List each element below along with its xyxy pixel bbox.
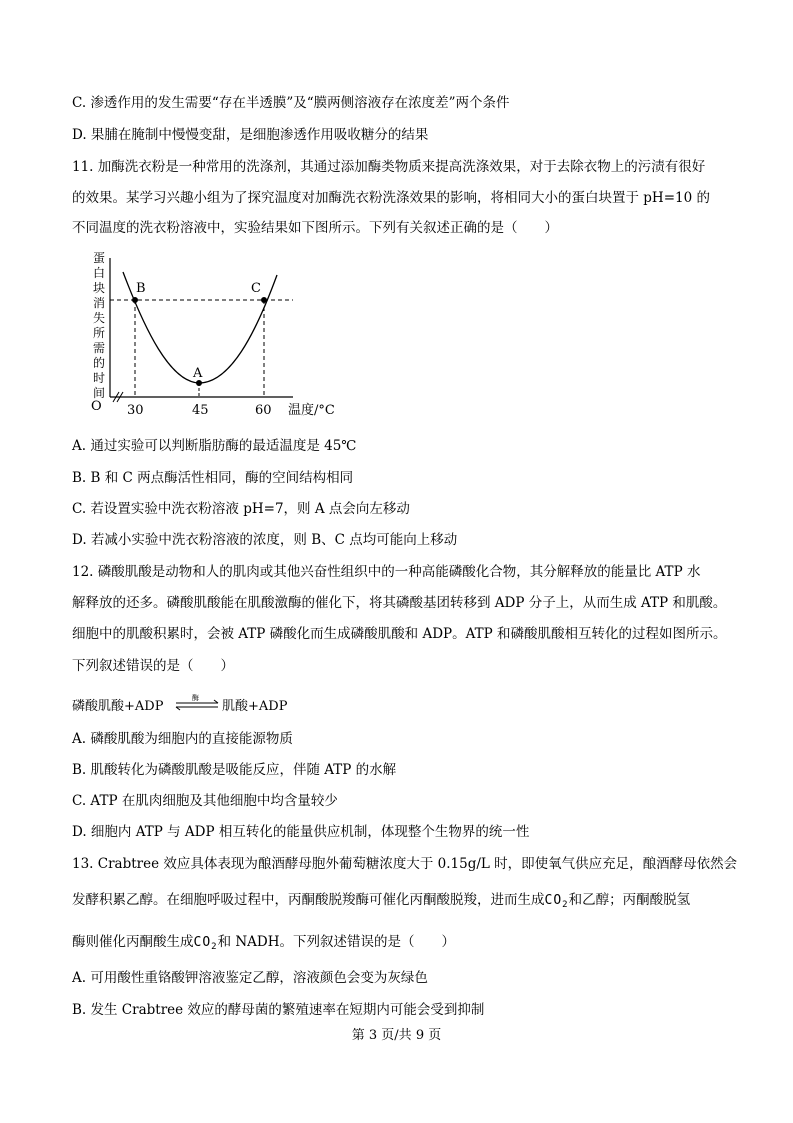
y-axis-label-char: 所 — [93, 326, 106, 340]
x-axis-label: 温度/°C — [288, 403, 335, 418]
option-13-b: B. 发生 Crabtree 效应的酵母菌的繁殖速率在短期内可能会受到抑制 — [72, 1002, 485, 1018]
temperature-graph — [85, 250, 355, 420]
point-label-c: C — [251, 281, 261, 296]
co2-formula: $CO_2$ — [544, 893, 569, 910]
option-11-a: A. 通过实验可以判断脂肪酶的最适温度是 45℃ — [72, 438, 357, 454]
question-11-stem: 不同温度的洗衣粉溶液中，实验结果如下图所示。下列有关叙述正确的是（ ） — [72, 220, 558, 236]
page-footer: 第 3 页/共 9 页 — [351, 1028, 442, 1043]
y-axis-label-char: 白 — [93, 266, 106, 280]
option-11-c: C. 若设置实验中洗衣粉溶液 pH=7，则 A 点会向左移动 — [72, 501, 410, 517]
y-axis-label-char: 需 — [93, 341, 106, 355]
q13-text: 发酵积累乙醇。在细胞呼吸过程中，丙酮酸脱羧酶可催化丙酮酸脱羧，进而生成 — [72, 892, 545, 908]
question-13-stem: 13. Crabtree 效应具体表现为酿酒酵母胞外葡萄糖浓度大于 0.15g/L 时，即使氧气供应充足，酿酒酵母依然会 — [72, 856, 738, 872]
option-12-a: A. 磷酸肌酸为细胞内的直接能源物质 — [72, 731, 293, 747]
option-13-a: A. 可用酸性重铬酸钾溶液鉴定乙醇，溶液颜色会变为灰绿色 — [72, 970, 428, 986]
co2-formula: $CO_2$ — [193, 935, 218, 952]
question-13-stem — [72, 890, 690, 915]
point-b — [132, 297, 138, 303]
reaction-left: 磷酸肌酸+ADP — [72, 699, 164, 714]
x-tick-label: 45 — [192, 403, 209, 418]
x-tick-label: 30 — [127, 403, 144, 418]
y-axis-label-char: 块 — [93, 281, 106, 295]
option-d-prev: D. 果脯在腌制中慢慢变甜，是细胞渗透作用吸收糖分的结果 — [72, 127, 429, 143]
y-axis-label-char: 间 — [93, 386, 106, 400]
y-axis-label-char: 蛋 — [93, 251, 106, 265]
reaction-enzyme-label: 酶 — [192, 694, 199, 702]
q13-text: 和乙醇；丙酮酸脱氢 — [568, 892, 691, 908]
question-12-stem: 解释放的还多。磷酸肌酸能在肌酸激酶的催化下，将其磷酸基团转移到 ADP 分子上，从而生成 ATP 和肌酸。 — [72, 595, 727, 611]
q13-text: 酶则催化丙酮酸生成 — [72, 934, 194, 950]
origin-label: O — [91, 399, 102, 414]
y-axis-label-char: 时 — [93, 371, 106, 385]
y-axis-label-char: 失 — [93, 311, 106, 325]
question-12-stem: 下列叙述错误的是（ ） — [72, 658, 234, 674]
point-label-a: A — [193, 366, 203, 381]
option-12-c: C. ATP 在肌肉细胞及其他细胞中均含量较少 — [72, 793, 338, 809]
question-12-stem: 细胞中的肌酸积累时，会被 ATP 磷酸化而生成磷酸肌酸和 ADP。ATP 和磷酸肌酸相互转化的过程如图所示。 — [72, 626, 727, 642]
option-12-b: B. 肌酸转化为磷酸肌酸是吸能反应，伴随 ATP 的水解 — [72, 762, 397, 778]
question-12-stem: 12. 磷酸肌酸是动物和人的肌肉或其他兴奋性组织中的一种高能磷酸化合物，其分解释放的能量比 ATP 水 — [72, 564, 701, 580]
question-11-stem: 的效果。某学习兴趣小组为了探究温度对加酶洗衣粉洗涤效果的影响，将相同大小的蛋白块置于 pH=10 的 — [72, 190, 710, 206]
reaction-equation — [72, 692, 312, 716]
q13-text: 和 NADH。下列叙述错误的是（ ） — [217, 934, 456, 950]
option-11-b: B. B 和 C 两点酶活性相同，酶的空间结构相同 — [72, 470, 354, 486]
question-11-stem: 11. 加酶洗衣粉是一种常用的洗涤剂，其通过添加酶类物质来提高洗涤效果，对于去除衣物上的污渍有很好 — [72, 159, 706, 175]
y-axis-label-char: 的 — [93, 356, 106, 370]
option-11-d: D. 若减小实验中洗衣粉溶液的浓度，则 B、C 点均可能向上移动 — [72, 532, 458, 548]
x-tick-label: 60 — [255, 403, 272, 418]
point-label-b: B — [136, 281, 146, 296]
question-13-stem — [72, 932, 455, 957]
option-c-prev: C. 渗透作用的发生需要“存在半透膜”及“膜两侧溶液存在浓度差”两个条件 — [72, 95, 510, 111]
option-12-d: D. 细胞内 ATP 与 ADP 相互转化的能量供应机制，体现整个生物界的统一性 — [72, 824, 530, 840]
reaction-right: 肌酸+ADP — [222, 699, 288, 714]
y-axis-label-char: 消 — [93, 296, 106, 310]
point-c — [261, 297, 267, 303]
